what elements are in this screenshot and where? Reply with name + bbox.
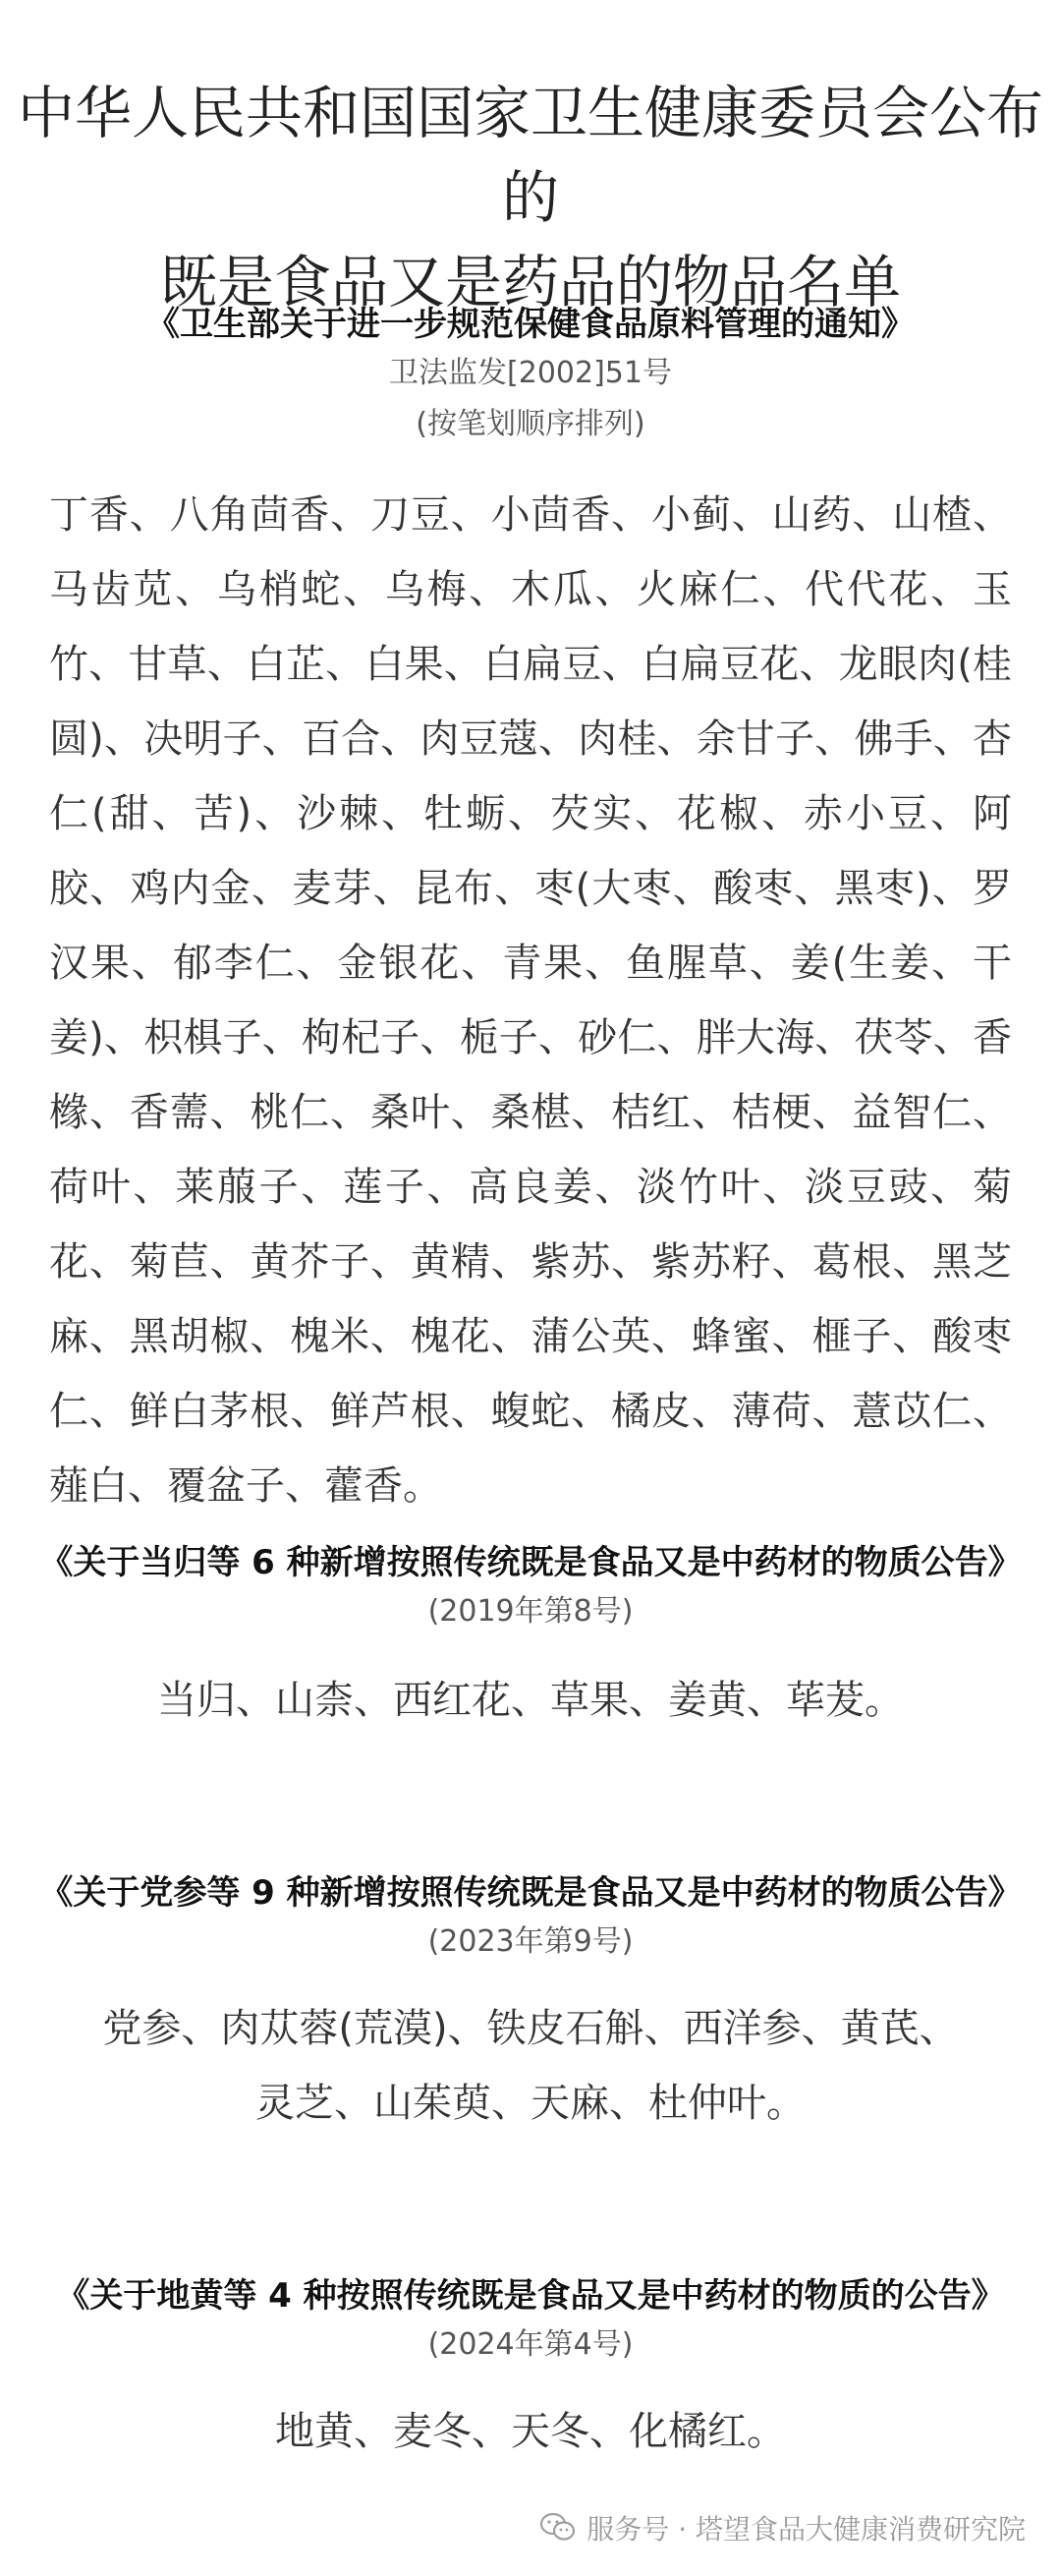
section-4-item-list: 地黄、麦冬、天冬、化橘红。 [275, 2409, 786, 2454]
section-1-sort-note: (按笔划顺序排列) [416, 407, 645, 441]
page-title-line-1: 中华人民共和国国家卫生健康委员会公布的 [17, 80, 1043, 231]
footer-watermark [539, 2508, 1026, 2547]
section-1-title: 《卫生部关于进一步规范保健食品原料管理的通知》 [146, 305, 915, 344]
wechat-icon [539, 2512, 577, 2544]
section-3-item-line-1: 党参、肉苁蓉(荒漠)、铁皮石斛、西洋参、黄芪、 [102, 2006, 959, 2051]
footer-source-text: 服务号 · 塔望食品大健康消费研究院 [586, 2513, 1026, 2546]
section-4-title: 《关于地黄等 4 种按照传统既是食品又是中药材的物质的公告》 [56, 2276, 1005, 2316]
section-3-title: 《关于党参等 9 种新增按照传统既是食品又是中药材的物质公告》 [39, 1873, 1022, 1913]
page-title [0, 71, 1061, 324]
section-2-item-list: 当归、山柰、西红花、草果、姜黄、荜茇。 [157, 1678, 904, 1723]
section-2-title: 《关于当归等 6 种新增按照传统既是食品又是中药材的物质公告》 [39, 1543, 1022, 1582]
section-4-doc-number: (2024年第4号) [427, 2327, 634, 2362]
section-2-doc-number: (2019年第8号) [427, 1594, 634, 1629]
section-1-item-list: 丁香、八角茴香、刀豆、小茴香、小蓟、山药、山楂、马齿苋、乌梢蛇、乌梅、木瓜、火麻仁、代代花、玉竹、甘草、白芷、白果、白扁豆、白扁豆花、龙眼肉(桂圆)、决明子、百合、肉豆蔻、肉桂、余甘子、佛手、杏仁(甜、苦)、沙棘、牡蛎、芡实、花椒、赤小豆、阿胶、鸡内金、麦芽、昆布、枣(大枣、酸枣、黑枣)、罗汉果、郁李仁、金银花、青果、鱼腥草、姜(生姜、干姜)、枳椇子、枸杞子、栀子、砂仁、胖大海、茯苓、香橼、香薷、桃仁、桑叶、桑椹、桔红、桔梗、益智仁、荷叶、莱菔子、莲子、高良姜、淡竹叶、淡豆豉、菊花、菊苣、黄芥子、黄精、紫苏、紫苏籽、葛根、黑芝麻、黑胡椒、槐米、槐花、蒲公英、蜂蜜、榧子、酸枣仁、鲜白茅根、鲜芦根、蝮蛇、橘皮、薄荷、薏苡仁、薤白、覆盆子、藿香。 [49, 492, 1012, 1509]
section-3-item-line-2: 灵芝、山茱萸、天麻、杜仲叶。 [255, 2081, 806, 2126]
page-title-line-2: 既是食品又是药品的物品名单 [159, 249, 901, 315]
section-3-item-list [0, 1991, 1061, 2141]
section-1-doc-number: 卫法监发[2002]51号 [389, 356, 672, 390]
section-3-doc-number: (2023年第9号) [427, 1924, 634, 1959]
